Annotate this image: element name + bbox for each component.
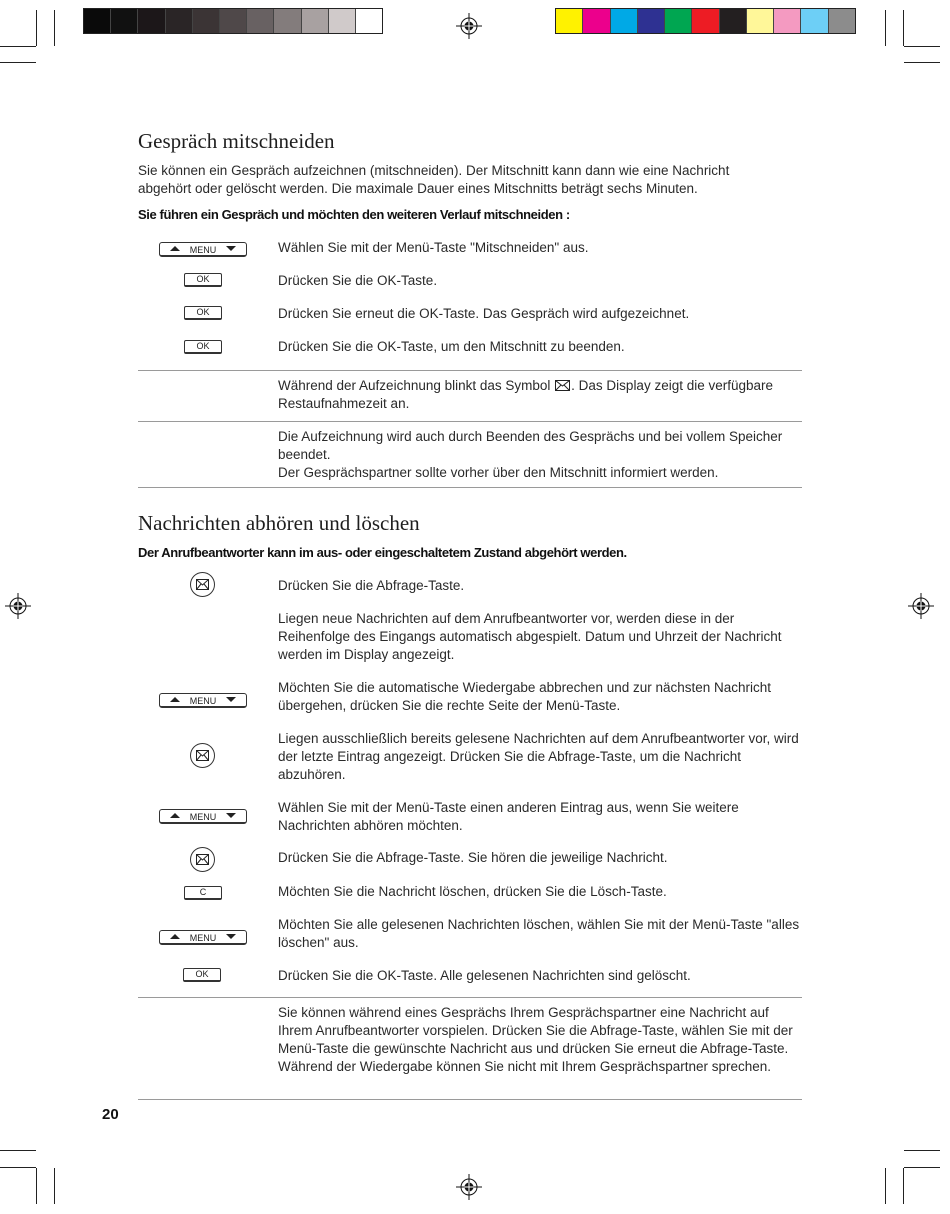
step-text: Drücken Sie die OK-Taste. (278, 273, 438, 288)
step-text: Drücken Sie erneut die OK-Taste. Das Gespräch wird aufgezeichnet. (278, 306, 690, 321)
step-text: Möchten Sie die automatische Wiedergabe abbrechen und zur nächsten Nachricht übergehen, drücken Sie die rechte Seite der Menü-Taste. (278, 680, 772, 713)
ok-key-icon: OK (183, 968, 221, 982)
registration-mark-top-icon (456, 13, 482, 39)
registration-mark-bottom-icon (456, 1174, 482, 1200)
menu-key-icon: MENU (159, 693, 247, 708)
section-title-nachrichten-abhoeren: Nachrichten abhören und löschen (138, 511, 420, 535)
note-auto-stop: Die Aufzeichnung wird auch durch Beenden des Gesprächs und bei vollem Speicher beendet. Der Gesprächspartner sollte vorher über den Mitschnitt informiert werden. (278, 429, 783, 480)
gray-swatch (274, 9, 301, 33)
ok-key-icon: OK (184, 273, 222, 287)
step-text: Wählen Sie mit der Menü-Taste einen anderen Eintrag aus, wenn Sie weitere Nachrichten abhören möchten. (278, 800, 739, 833)
color-swatch (665, 9, 692, 33)
divider (138, 1099, 802, 1100)
divider (138, 997, 802, 998)
gray-swatch (247, 9, 274, 33)
page-number: 20 (102, 1106, 119, 1123)
section1-intro: Sie können ein Gespräch aufzeichnen (mitschneiden). Der Mitschnitt kann dann wie eine Nachricht abgehört oder gelöscht werden. Die maximale Dauer eines Mitschnitts beträgt sechs Minuten. (138, 163, 730, 196)
color-swatch (774, 9, 801, 33)
step-text: Drücken Sie die OK-Taste, um den Mitschnitt zu beenden. (278, 339, 625, 354)
color-swatch (611, 9, 638, 33)
color-swatch (829, 9, 855, 33)
note-playback-during-call: Sie können während eines Gesprächs Ihrem Gesprächspartner eine Nachricht auf Ihrem Anrufbeantworter vorspielen. Drücken Sie die Abfrage-Taste, wählen Sie mit der Menü-Taste die gewünschte Nachricht aus und drücken Sie erneut die Abfrage-Taste. Während der Wiedergabe können Sie nicht mit Ihrem Gesprächspartner sprechen. (278, 1005, 793, 1074)
menu-key-icon: MENU (159, 930, 247, 945)
note-recording-symbol: Während der Aufzeichnung blinkt das Symbol . Das Display zeigt die verfügbare Restaufnahmezeit an. (278, 378, 774, 411)
menu-key-icon: MENU (159, 809, 247, 824)
divider (138, 421, 802, 422)
gray-swatch (193, 9, 220, 33)
clear-key-icon: C (184, 886, 222, 900)
step-text: Drücken Sie die Abfrage-Taste. (278, 578, 465, 593)
color-calibration-bar (555, 8, 856, 34)
step-text: Möchten Sie alle gelesenen Nachrichten löschen, wählen Sie mit der Menü-Taste "alles löschen" aus. (278, 917, 800, 950)
divider (138, 487, 802, 488)
gray-swatch (329, 9, 356, 33)
color-swatch (720, 9, 747, 33)
divider (138, 370, 802, 371)
message-key-icon (190, 572, 215, 597)
gray-swatch (111, 9, 138, 33)
gray-swatch (84, 9, 111, 33)
registration-mark-left-icon (5, 593, 31, 619)
message-key-icon (190, 847, 215, 872)
color-swatch (747, 9, 774, 33)
step-text: Liegen ausschließlich bereits gelesene Nachrichten auf dem Anrufbeantworter vor, wird der letzte Eintrag angezeigt. Drücken Sie die Abfrage-Taste, um die Nachricht abzuhören. (278, 731, 799, 782)
gray-swatch (166, 9, 193, 33)
gray-calibration-bar (83, 8, 383, 34)
step-text: Möchten Sie die Nachricht löschen, drücken Sie die Lösch-Taste. (278, 884, 667, 899)
registration-mark-right-icon (908, 593, 934, 619)
gray-swatch (302, 9, 329, 33)
gray-swatch (356, 9, 382, 33)
step-text: Drücken Sie die Abfrage-Taste. Sie hören die jeweilige Nachricht. (278, 850, 668, 865)
gray-swatch (138, 9, 165, 33)
step-text: Drücken Sie die OK-Taste. Alle gelesenen Nachrichten sind gelöscht. (278, 968, 691, 983)
ok-key-icon: OK (184, 306, 222, 320)
color-swatch (638, 9, 665, 33)
menu-key-icon: MENU (159, 242, 247, 257)
color-swatch (583, 9, 610, 33)
color-swatch (556, 9, 583, 33)
section2-lead: Der Anrufbeantworter kann im aus- oder eingeschaltetem Zustand abgehört werden. (138, 545, 627, 560)
gray-swatch (220, 9, 247, 33)
envelope-icon (555, 380, 570, 391)
section-title-gespraech-mitschneiden: Gespräch mitschneiden (138, 129, 335, 153)
color-swatch (801, 9, 828, 33)
section1-lead: Sie führen ein Gespräch und möchten den weiteren Verlauf mitschneiden : (138, 207, 570, 222)
step-text: Wählen Sie mit der Menü-Taste "Mitschneiden" aus. (278, 240, 589, 255)
ok-key-icon: OK (184, 340, 222, 354)
step-text: Liegen neue Nachrichten auf dem Anrufbeantworter vor, werden diese in der Reihenfolge des Eingangs automatisch abgespielt. Datum und Uhrzeit der Nachricht werden im Display angezeigt. (278, 611, 782, 662)
message-key-icon (190, 743, 215, 768)
color-swatch (692, 9, 719, 33)
